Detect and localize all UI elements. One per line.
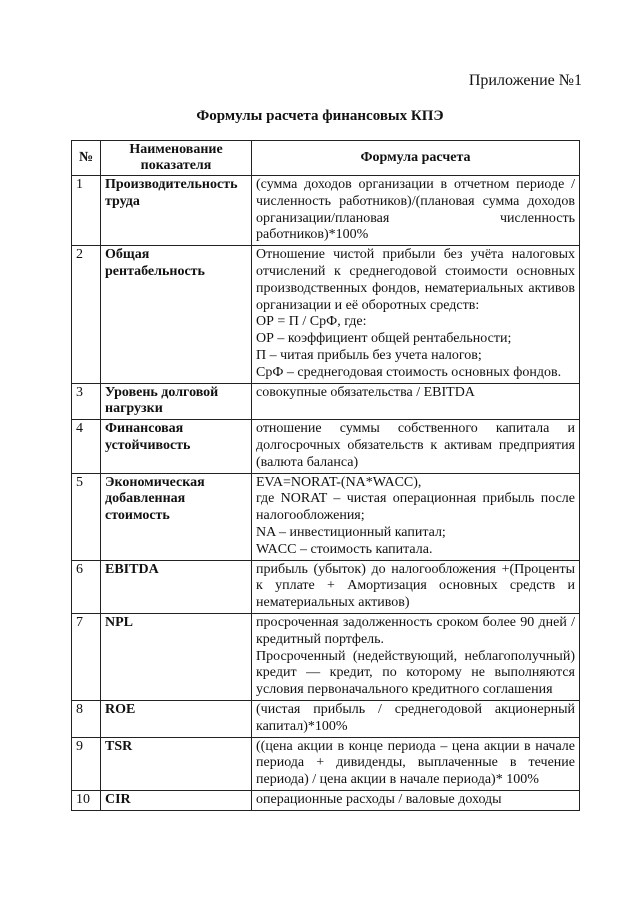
indicator-name: Общая рентабельность — [101, 246, 252, 383]
table-row — [72, 473, 580, 560]
appendix-label: Приложение №1 — [468, 72, 582, 89]
indicator-name: EBITDA — [101, 560, 252, 613]
formula-cell — [252, 246, 580, 383]
formula-line: СрФ – среднегодовая стоимость основных фондов. — [256, 364, 562, 380]
row-number: 3 — [72, 383, 101, 420]
row-number: 10 — [72, 790, 101, 810]
table-row — [72, 700, 580, 737]
table-row — [72, 560, 580, 613]
table-row — [72, 246, 580, 383]
row-number: 9 — [72, 737, 101, 790]
formula-line: отношение суммы собственного капитала и долгосрочных обязательств к активам предприятия (валюта баланса) — [256, 421, 575, 470]
indicator-name: NPL — [101, 613, 252, 700]
table-body — [72, 176, 580, 811]
formula-line: WACC – стоимость капитала. — [256, 541, 433, 557]
column-header-indicator: Наименование показателя — [101, 141, 252, 176]
formula-cell — [252, 790, 580, 810]
formula-line: совокупные обязательства / EBITDA — [256, 384, 475, 400]
row-number: 2 — [72, 246, 101, 383]
row-number: 6 — [72, 560, 101, 613]
row-number: 1 — [72, 176, 101, 246]
formula-line: NA – инвестиционный капитал; — [256, 524, 446, 540]
formula-line: ((цена акции в конце периода – цена акции в начале периода + дивиденды, выплаченные в течение периода) / цена акции в начале периода)* 100% — [256, 738, 575, 788]
table-row — [72, 613, 580, 700]
formula-cell — [252, 700, 580, 737]
formula-cell — [252, 473, 580, 560]
indicator-name: Производительность труда — [101, 176, 252, 246]
table-row — [72, 176, 580, 246]
formula-cell — [252, 176, 580, 246]
formula-line: просроченная задолженность сроком более 90 дней / кредитный портфель. — [256, 614, 575, 647]
row-number: 7 — [72, 613, 101, 700]
formula-cell — [252, 420, 580, 473]
formula-line: (сумма доходов организации в отчетном периоде / численность работников)/(плановая сумма доходов организации/плановая численность работников)*100% — [256, 177, 575, 243]
formula-cell — [252, 737, 580, 790]
row-number: 5 — [72, 473, 101, 560]
kpi-formulas-table — [71, 140, 580, 811]
table-row — [72, 383, 580, 420]
formula-line: операционные расходы / валовые доходы — [256, 791, 502, 807]
formula-line: EVA=NORAT-(NA*WACC), — [256, 474, 422, 490]
table-row — [72, 737, 580, 790]
column-header-formula: Формула расчета — [252, 141, 580, 176]
formula-cell — [252, 560, 580, 613]
indicator-name: CIR — [101, 790, 252, 810]
formula-line: П – читая прибыль без учета налогов; — [256, 347, 482, 363]
indicator-name: Финансовая устойчивость — [101, 420, 252, 473]
formula-line: Просроченный (недействующий, неблагополучный) кредит — кредит, по которому не выполняются условия первоначального кредитного соглашения — [256, 648, 575, 698]
formula-line: ОР = П / СрФ, где: — [256, 314, 367, 330]
indicator-name: TSR — [101, 737, 252, 790]
formula-line: Отношение чистой прибыли без учёта налоговых отчислений к среднегодовой стоимости основных производственных фондов, нематериальных активов организации и её оборотных средств: — [256, 247, 575, 313]
formula-line: (чистая прибыль / среднегодовой акционерный капитал)*100% — [256, 701, 575, 734]
document-title: Формулы расчета финансовых КПЭ — [196, 108, 444, 124]
table-row — [72, 420, 580, 473]
indicator-name: Уровень долговой нагрузки — [101, 383, 252, 420]
table-row — [72, 790, 580, 810]
row-number: 4 — [72, 420, 101, 473]
indicator-name: ROE — [101, 700, 252, 737]
row-number: 8 — [72, 700, 101, 737]
formula-cell — [252, 613, 580, 700]
formula-line: где NORAT – чистая операционная прибыль после налогообложения; — [256, 491, 575, 524]
formula-line: прибыль (убыток) до налогообложения +(Проценты к уплате + Амортизация основных средств и нематериальных активов) — [256, 561, 575, 611]
indicator-name: Экономическая добавленная стоимость — [101, 473, 252, 560]
column-header-number: № — [72, 141, 101, 176]
table-header-row — [72, 141, 580, 176]
formula-line: ОР – коэффициент общей рентабельности; — [256, 331, 512, 347]
formula-cell — [252, 383, 580, 420]
